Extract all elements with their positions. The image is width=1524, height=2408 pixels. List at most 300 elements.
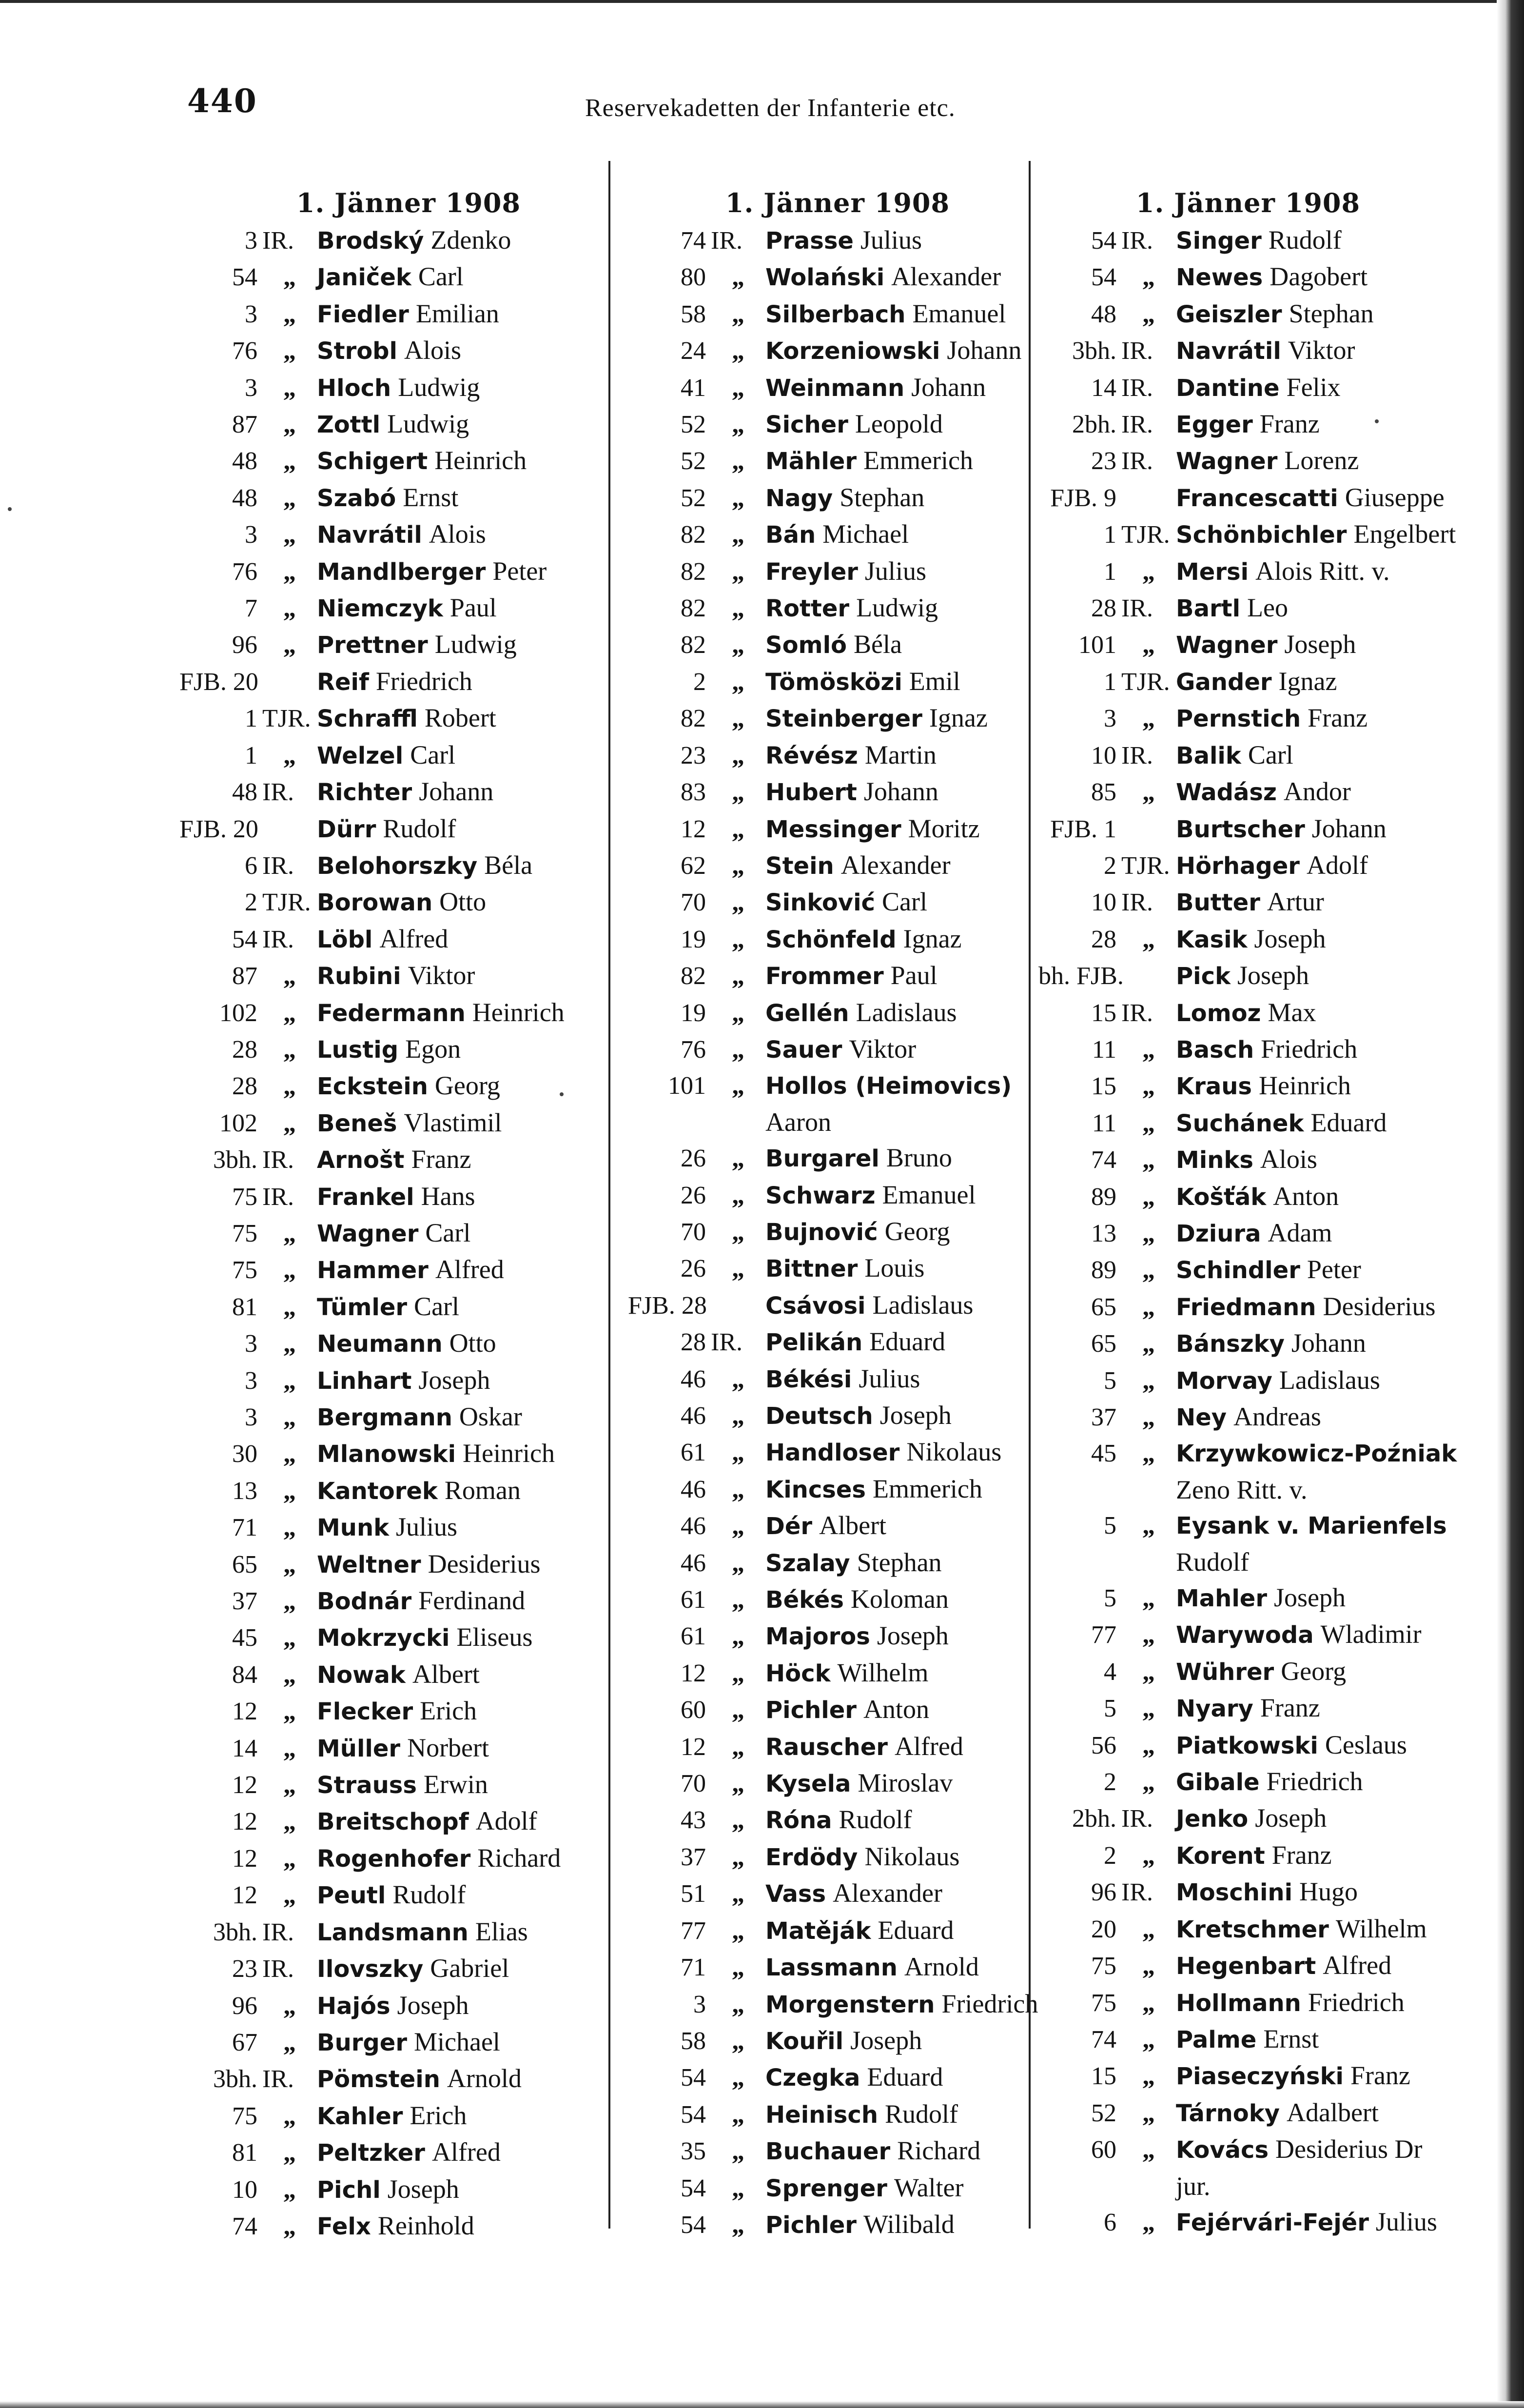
given-name: Georg: [1281, 1656, 1347, 1686]
page-number: 440: [187, 82, 257, 120]
regiment-number: 61: [681, 1439, 706, 1467]
surname: Peltzker: [317, 2139, 425, 2167]
unit-abbreviation: „: [732, 815, 744, 843]
list-item: [1038, 1727, 1458, 1764]
surname: Gander: [1176, 668, 1272, 696]
cadet-name: [765, 1471, 1047, 1508]
cadet-name: [317, 958, 599, 994]
unit-abbreviation: TJR.: [1121, 851, 1170, 880]
list-item: [628, 2023, 1047, 2059]
surname: Pelikán: [765, 1329, 863, 1357]
regiment-number: 71: [681, 1954, 706, 1982]
surname: Wolański: [765, 264, 885, 292]
regiment-number: 80: [681, 263, 706, 292]
cadet-name: [317, 1583, 599, 1619]
given-name: Otto: [439, 887, 487, 917]
regiment-number: 82: [681, 594, 706, 623]
cadet-name: [1176, 2132, 1458, 2168]
list-item: [1038, 1508, 1458, 1544]
surname: Prasse: [765, 227, 854, 255]
list-item: [179, 1803, 599, 1840]
regiment-number: 1: [1104, 668, 1116, 696]
list-item: [179, 222, 599, 259]
unit-abbreviation: „: [732, 1402, 744, 1430]
regiment-number: FJB. 28: [628, 1291, 707, 1320]
surname: Somló: [765, 632, 847, 659]
surname: Burgarel: [765, 1145, 879, 1173]
list-item: [628, 774, 1047, 810]
regiment-number: 82: [681, 962, 706, 990]
cadet-name: [1176, 1179, 1458, 1215]
regiment-number: 82: [681, 631, 706, 659]
given-name: Ludwig: [387, 409, 469, 439]
list-item: [628, 1031, 1047, 1068]
cadet-name: [1176, 1362, 1458, 1399]
cadet-name: [765, 2170, 1047, 2207]
regiment-number: 81: [232, 1293, 257, 1321]
unit-abbreviation: „: [283, 1403, 296, 1431]
list-item: [628, 664, 1047, 700]
surname: Francescatti: [1176, 484, 1338, 512]
regiment-number: 56: [1091, 1731, 1116, 1759]
given-name: Julius: [1375, 2207, 1437, 2236]
regiment-number: 75: [1091, 1952, 1116, 1980]
cadet-name: [1176, 1142, 1458, 1178]
cadet-name: [1176, 995, 1458, 1031]
list-item: [628, 1287, 1047, 1324]
list-item: [179, 1730, 599, 1767]
surname: Newes: [1176, 264, 1263, 292]
surname: Niemczyk: [317, 595, 443, 623]
given-name: Elias: [475, 1916, 528, 1946]
cadet-name: [1176, 1031, 1458, 1068]
cadet-name: [765, 1618, 1047, 1655]
unit-abbreviation: „: [1142, 1183, 1155, 1211]
given-name: Franz: [1308, 703, 1368, 733]
regiment-number: 12: [681, 1733, 706, 1761]
given-name: Carl: [1248, 740, 1293, 770]
unit-abbreviation: „: [1142, 1731, 1155, 1759]
regiment-number: 54: [681, 2100, 706, 2129]
regiment-number: 14: [1091, 374, 1116, 402]
surname: Mersi: [1176, 558, 1249, 586]
unit-abbreviation: „: [1142, 1440, 1155, 1468]
given-name: Carl: [414, 1291, 460, 1321]
regiment-number: 65: [1091, 1330, 1116, 1358]
surname: Dürr: [317, 815, 376, 843]
surname: Schwarz: [765, 1182, 876, 1209]
cadet-name: [317, 2098, 599, 2134]
unit-abbreviation: „: [1142, 1146, 1155, 1174]
cadet-name: [317, 1914, 599, 1951]
surname: Békési: [765, 1365, 852, 1393]
surname: Bánszky: [1176, 1330, 1285, 1358]
given-name: Johann: [947, 336, 1022, 365]
list-item: [179, 921, 599, 958]
regiment-number: 60: [1091, 2136, 1116, 2164]
regiment-number: 87: [232, 962, 257, 990]
surname: Prettner: [317, 632, 428, 659]
cadet-name: [317, 1877, 599, 1914]
given-name: Anton: [1273, 1181, 1339, 1211]
list-item: [628, 553, 1047, 590]
unit-abbreviation: IR.: [1121, 227, 1153, 255]
list-item: [1038, 1911, 1458, 1948]
regiment-number: FJB. 20: [179, 815, 258, 843]
list-item: [179, 443, 599, 479]
surname: Kretschmer: [1176, 1915, 1329, 1943]
given-name: Carl: [418, 262, 464, 292]
cadet-name: [1176, 1617, 1458, 1653]
cadet-name: [317, 1619, 599, 1656]
given-name: Ferdinand: [418, 1586, 526, 1616]
surname: Zottl: [317, 411, 381, 439]
unit-abbreviation: „: [732, 2027, 744, 2055]
list-item: [179, 1657, 599, 1693]
given-name: Alfred: [431, 2137, 501, 2167]
surname: Lustig: [317, 1036, 399, 1064]
regiment-number: 62: [681, 851, 706, 880]
surname: Pernstich: [1176, 705, 1301, 733]
cadet-name: [765, 222, 1047, 259]
surname: Fiedler: [317, 300, 409, 328]
given-name: Erich: [420, 1696, 477, 1726]
cadet-name: [317, 2208, 599, 2245]
surname: Schigert: [317, 448, 428, 475]
given-name: Alexander: [891, 262, 1001, 292]
given-name: Albert: [412, 1659, 480, 1689]
cadet-name: [317, 848, 599, 884]
list-item: [628, 443, 1047, 479]
unit-abbreviation: „: [1142, 631, 1155, 659]
cadet-name: [317, 1179, 599, 1215]
regiment-number: 82: [681, 557, 706, 586]
given-name: Johann: [911, 372, 986, 402]
list-item: [628, 2059, 1047, 2096]
list-item: [628, 921, 1047, 958]
cadet-name: [317, 296, 599, 333]
regiment-number: 70: [681, 888, 706, 917]
surname: Schönbichler: [1176, 521, 1347, 549]
list-item: [628, 1802, 1047, 1838]
surname: Heinisch: [765, 2101, 878, 2129]
regiment-number: 60: [681, 1696, 706, 1724]
regiment-number: 12: [232, 1771, 257, 1799]
cadet-name: [765, 2207, 1047, 2243]
given-name: Carl: [882, 887, 927, 917]
list-item: [1038, 1948, 1458, 1984]
list-item: [628, 737, 1047, 774]
column-2: [628, 185, 1047, 2243]
regiment-number: 83: [681, 778, 706, 807]
regiment-number: 70: [681, 1770, 706, 1798]
surname: Freyler: [765, 558, 858, 586]
cadet-name: [317, 1767, 599, 1803]
list-item: [628, 1140, 1047, 1177]
given-name: Andreas: [1233, 1402, 1321, 1431]
cadet-name: [317, 811, 599, 848]
regiment-number: 10: [232, 2175, 257, 2204]
unit-abbreviation: IR.: [1121, 337, 1153, 365]
list-item: [1038, 333, 1458, 369]
regiment-number: 2: [693, 668, 706, 696]
list-item: [179, 1252, 599, 1288]
regiment-number: 2: [1104, 851, 1116, 880]
surname: Müller: [317, 1735, 401, 1762]
unit-abbreviation: IR.: [1121, 999, 1153, 1027]
unit-abbreviation: „: [1142, 2062, 1155, 2091]
regiment-number: 67: [232, 2028, 257, 2056]
surname: Kovács: [1176, 2136, 1269, 2164]
unit-abbreviation: „: [1142, 2025, 1155, 2053]
list-item: [1038, 1690, 1458, 1727]
given-name: Peter: [492, 556, 547, 586]
surname: Bujnović: [765, 1218, 878, 1246]
given-name: Richard: [897, 2136, 981, 2166]
cadet-name: [317, 1289, 599, 1325]
regiment-number: 15: [1091, 1072, 1116, 1101]
cadet-name: [317, 1657, 599, 1693]
cadet-name: [1176, 958, 1458, 994]
surname: Vass: [765, 1880, 826, 1908]
regiment-number: 11: [1092, 1109, 1116, 1137]
surname: Burtscher: [1176, 815, 1305, 843]
unit-abbreviation: „: [283, 1734, 296, 1762]
cadet-name: [765, 1287, 1047, 1324]
cadet-name: [1176, 664, 1458, 700]
given-name: Stephan: [857, 1547, 942, 1577]
list-item: [1038, 1362, 1458, 1399]
list-item: [179, 958, 599, 994]
surname: Sprenger: [765, 2174, 887, 2202]
surname: Lomoz: [1176, 999, 1261, 1027]
surname: Rubini: [317, 963, 401, 990]
regiment-number: 28: [1091, 594, 1116, 623]
surname: Bán: [765, 521, 816, 549]
surname: Brodský: [317, 227, 424, 255]
given-name: Emil: [909, 666, 960, 696]
regiment-number: 37: [1091, 1403, 1116, 1431]
cadet-name: [317, 553, 599, 590]
list-item: [628, 995, 1047, 1031]
given-name: Carl: [410, 740, 456, 770]
entry-list: [179, 222, 599, 2245]
cadet-name: [765, 406, 1047, 443]
unit-abbreviation: IR.: [262, 851, 294, 880]
surname: Rauscher: [765, 1733, 888, 1761]
regiment-number: 4: [1104, 1658, 1116, 1686]
list-item: [179, 664, 599, 700]
list-item: [628, 1471, 1047, 1508]
unit-abbreviation: „: [1142, 1768, 1155, 1796]
list-item: [179, 2171, 599, 2208]
regiment-number: 23: [681, 741, 706, 770]
given-name: Paul: [449, 593, 497, 623]
given-name: Friedrich: [941, 1989, 1038, 2018]
regiment-number: 54: [1091, 227, 1116, 255]
regiment-number: 76: [232, 557, 257, 586]
list-item: [179, 2208, 599, 2245]
cadet-name: [765, 921, 1047, 958]
cadet-name: [317, 1693, 599, 1730]
unit-abbreviation: „: [1142, 1109, 1155, 1137]
regiment-number: 19: [681, 999, 706, 1027]
surname: Pichl: [317, 2176, 381, 2204]
regiment-number: 52: [1091, 2099, 1116, 2127]
regiment-number: 3bh.: [213, 2065, 257, 2093]
surname: Messinger: [765, 815, 901, 843]
regiment-number: 51: [681, 1880, 706, 1908]
list-item: [179, 774, 599, 810]
column-divider: [608, 161, 610, 2229]
list-item: [179, 1619, 599, 1656]
unit-abbreviation: „: [1142, 1841, 1155, 1870]
cadet-name: [1176, 296, 1458, 333]
regiment-number: 12: [681, 1659, 706, 1687]
surname: Wagner: [317, 1220, 419, 1247]
surname: Majoros: [765, 1623, 870, 1651]
unit-abbreviation: „: [283, 962, 296, 990]
regiment-number: 58: [681, 2027, 706, 2055]
regiment-number: 77: [681, 1916, 706, 1945]
unit-abbreviation: „: [283, 447, 296, 475]
regiment-number: 89: [1091, 1256, 1116, 1284]
list-item: [1038, 1399, 1458, 1436]
surname: Balik: [1176, 742, 1241, 770]
surname: Krzywkowicz-Poźniak: [1176, 1440, 1457, 1468]
unit-abbreviation: IR.: [1121, 1805, 1153, 1833]
cadet-name: [1176, 2095, 1458, 2132]
given-name: Friedrich: [1308, 1987, 1405, 2017]
cadet-name: [765, 1765, 1047, 1802]
list-item: [628, 848, 1047, 884]
regiment-number: 2: [1104, 1768, 1116, 1796]
unit-abbreviation: „: [732, 2174, 744, 2202]
surname: Frankel: [317, 1183, 414, 1211]
given-name: Ladislaus: [856, 997, 957, 1027]
list-item: [628, 1839, 1047, 1875]
surname: Neumann: [317, 1330, 443, 1358]
regiment-number: 26: [681, 1181, 706, 1209]
cadet-name: [1176, 406, 1458, 443]
regiment-number: 12: [232, 1697, 257, 1726]
cadet-name: [1176, 1325, 1458, 1362]
surname: Dziura: [1176, 1220, 1261, 1247]
cadet-name: [765, 1250, 1047, 1287]
given-name: Eduard: [878, 1915, 954, 1945]
unit-abbreviation: „: [283, 2139, 296, 2167]
cadet-name: [1176, 1252, 1458, 1288]
given-name: Zdenko: [430, 225, 511, 255]
list-item: [628, 1729, 1047, 1765]
regiment-number: 2bh.: [1072, 411, 1116, 439]
given-name: Robert: [424, 703, 496, 733]
surname: Kahler: [317, 2102, 403, 2130]
regiment-number: 37: [232, 1587, 257, 1616]
unit-abbreviation: „: [732, 1439, 744, 1467]
list-item: [179, 811, 599, 848]
given-name: Eduard: [867, 2062, 943, 2092]
unit-abbreviation: „: [1142, 1256, 1155, 1284]
unit-abbreviation: „: [1142, 1293, 1155, 1321]
surname: Piatkowski: [1176, 1732, 1318, 1759]
name-continuation: Zeno Ritt. v.: [1176, 1475, 1308, 1504]
given-name: Richard: [477, 1843, 561, 1873]
list-item: [1038, 222, 1458, 259]
given-name: Ludwig: [856, 593, 938, 623]
unit-abbreviation: „: [732, 1475, 744, 1503]
given-name: Stephan: [840, 482, 925, 512]
regiment-number: 54: [681, 2174, 706, 2202]
cadet-name: [765, 259, 1047, 296]
surname: Hollos (Heimovics): [765, 1072, 1012, 1100]
unit-abbreviation: „: [732, 484, 744, 512]
given-name: Joseph: [418, 1365, 490, 1395]
surname: Sinković: [765, 889, 875, 917]
scan-edge-top: [0, 0, 1524, 3]
surname: Navrátil: [317, 521, 422, 549]
cadet-name: [765, 480, 1047, 516]
given-name: Wilhelm: [837, 1658, 929, 1687]
list-item: [1038, 1325, 1458, 1362]
unit-abbreviation: „: [283, 1072, 296, 1101]
unit-abbreviation: IR.: [262, 778, 294, 807]
cadet-name: [765, 811, 1047, 848]
list-item: [1038, 1142, 1458, 1178]
regiment-number: 48: [232, 778, 257, 807]
list-item: [628, 406, 1047, 443]
regiment-number: 15: [1091, 999, 1116, 1027]
surname: Janiček: [317, 264, 411, 292]
regiment-number: 65: [232, 1550, 257, 1579]
surname: Borowan: [317, 889, 433, 917]
unit-abbreviation: „: [283, 521, 296, 549]
unit-abbreviation: IR.: [1121, 411, 1153, 439]
given-name: Rudolf: [383, 813, 456, 843]
given-name: Johann: [1291, 1328, 1366, 1358]
regiment-number: 1: [245, 741, 257, 770]
surname: Mokrzycki: [317, 1624, 450, 1652]
list-item: [1038, 811, 1458, 848]
regiment-number: 54: [1091, 263, 1116, 292]
surname: Löbl: [317, 926, 373, 953]
given-name: Hans: [421, 1181, 475, 1211]
surname: Ilovszky: [317, 1955, 424, 1983]
cadet-name: [765, 1581, 1047, 1618]
given-name: Heinrich: [472, 997, 565, 1027]
regiment-number: 5: [1104, 1366, 1116, 1395]
list-item: [1038, 1800, 1458, 1837]
surname: Róna: [765, 1807, 832, 1835]
column-3: [1038, 185, 1458, 2241]
given-name: Max: [1268, 997, 1316, 1027]
given-name: Ladislaus: [1279, 1365, 1380, 1395]
cadet-name: [1176, 2204, 1458, 2241]
list-item: [179, 1105, 599, 1142]
scan-speck: [1375, 419, 1379, 423]
given-name: Béla: [484, 850, 533, 880]
list-item: [1038, 516, 1458, 553]
surname: Morvay: [1176, 1367, 1272, 1395]
surname: Nowak: [317, 1661, 406, 1689]
cadet-name: [765, 774, 1047, 810]
cadet-name: [317, 1031, 599, 1068]
surname: Wagner: [1176, 448, 1278, 475]
regiment-number: 2: [245, 888, 257, 917]
cadet-name: [317, 737, 599, 774]
list-item: [628, 333, 1047, 369]
regiment-number: 12: [232, 1808, 257, 1836]
